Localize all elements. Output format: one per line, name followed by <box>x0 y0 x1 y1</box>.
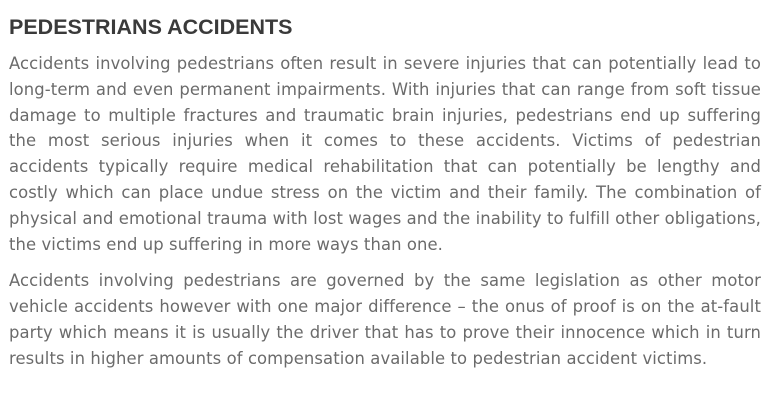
article-paragraph-2: Accidents involving pedestrians are governed by the same legislation as other motor vehicle accidents however with one major difference – the onus of proof is on the at-fault party which means it is usually the driver that has to prove their innocence which in turn results in higher amounts of compensation available to pedestrian accident victims. <box>9 271 761 368</box>
article <box>9 14 761 383</box>
article-paragraph-1: Accidents involving pedestrians often result in severe injuries that can potentially lead to long-term and even permanent impairments. With injuries that can range from soft tissue damage to multiple fractures and traumatic brain injuries, pedestrians end up suffering the most serious injuries when it comes to these accidents. Victims of pedestrian accidents typically require medical rehabilitation that can potentially be lengthy and costly which can place undue stress on the victim and their family. The combination of physical and emotional trauma with lost wages and the inability to fulfill other obligations, the victims end up suffering in more ways than one. <box>9 54 761 254</box>
article-heading: PEDESTRIANS ACCIDENTS <box>9 15 293 39</box>
